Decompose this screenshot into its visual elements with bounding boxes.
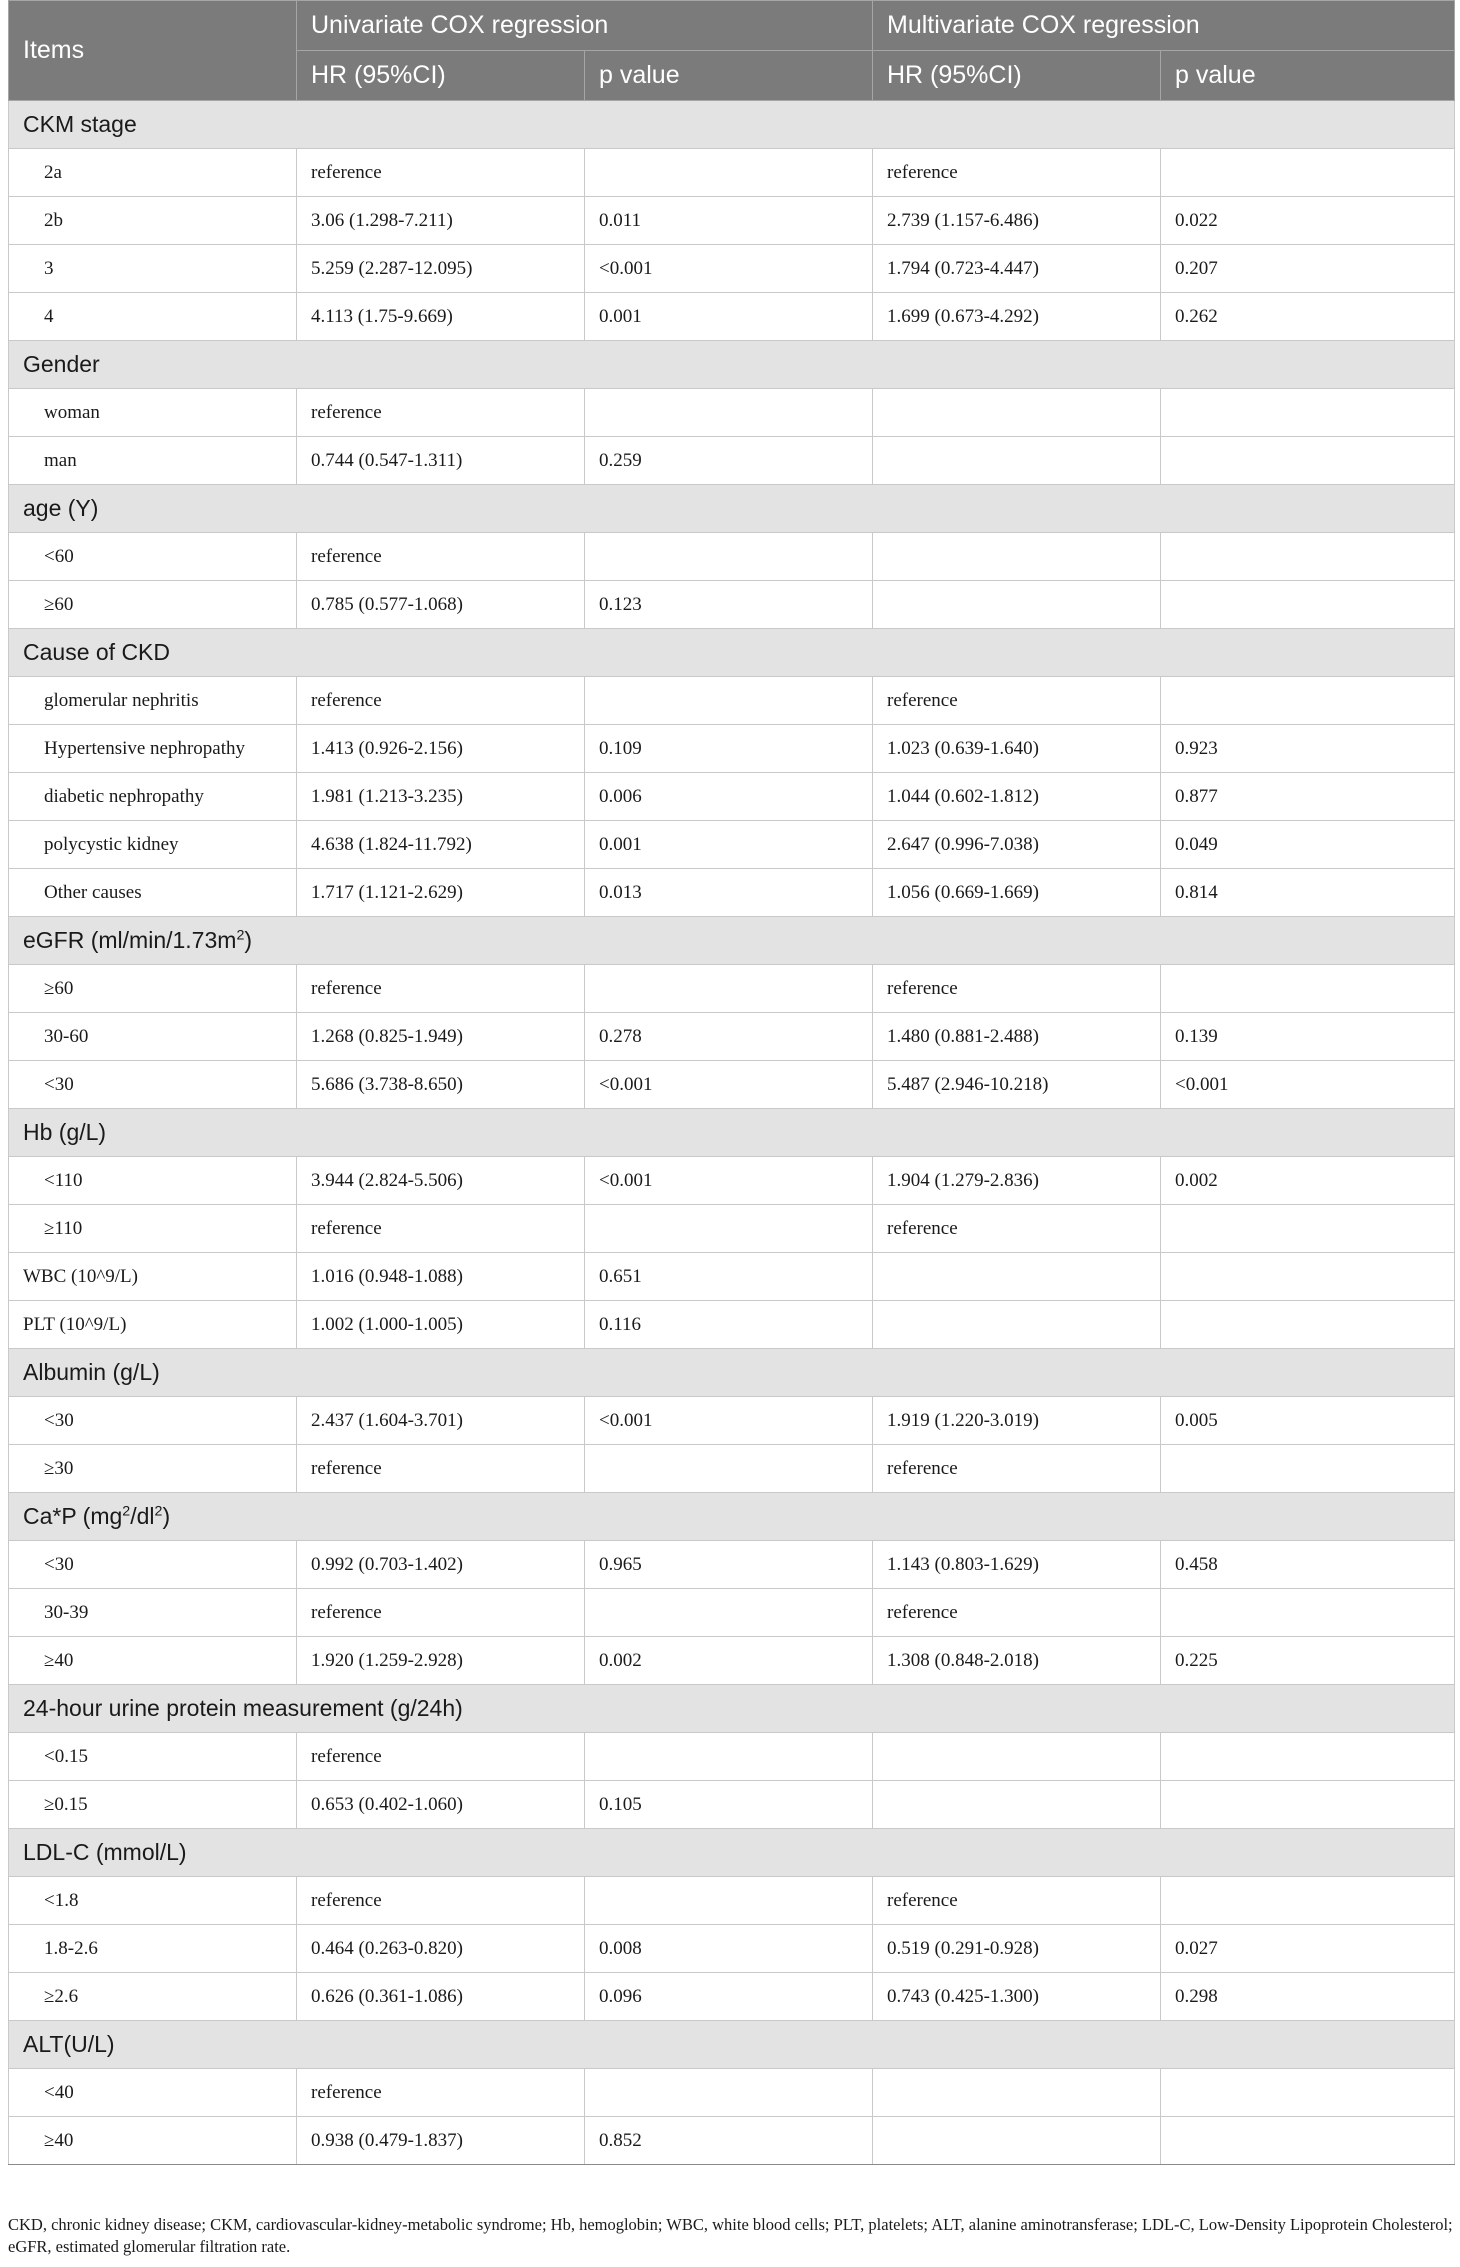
section-label-text: Albumin (g/L)	[23, 1359, 160, 1385]
univariate-hr-cell: reference	[297, 2069, 585, 2117]
multivariate-p-cell	[1161, 581, 1455, 629]
multivariate-p-cell	[1161, 389, 1455, 437]
table-row	[9, 773, 1455, 821]
univariate-hr-cell: 0.653 (0.402-1.060)	[297, 1781, 585, 1829]
multivariate-hr-cell: 0.519 (0.291-0.928)	[873, 1925, 1161, 1973]
section-label	[9, 1829, 1455, 1877]
multivariate-p-cell: 0.049	[1161, 821, 1455, 869]
row-label: Other causes	[9, 869, 297, 917]
multivariate-p-cell	[1161, 1877, 1455, 1925]
table-row	[9, 1781, 1455, 1829]
row-label: <30	[9, 1397, 297, 1445]
multivariate-hr-cell	[873, 2117, 1161, 2165]
header-multivariate-group: Multivariate COX regression	[873, 1, 1455, 51]
univariate-hr-cell: 1.920 (1.259-2.928)	[297, 1637, 585, 1685]
univariate-hr-cell: 4.113 (1.75-9.669)	[297, 293, 585, 341]
table-row	[9, 1301, 1455, 1349]
section-label	[9, 101, 1455, 149]
row-label: 30-60	[9, 1013, 297, 1061]
multivariate-hr-cell: 1.143 (0.803-1.629)	[873, 1541, 1161, 1589]
multivariate-p-cell	[1161, 2117, 1455, 2165]
multivariate-p-cell	[1161, 533, 1455, 581]
row-label: ≥40	[9, 2117, 297, 2165]
section-label-text: age (Y)	[23, 495, 99, 521]
section-label	[9, 629, 1455, 677]
table-row	[9, 1013, 1455, 1061]
section-label	[9, 341, 1455, 389]
multivariate-p-cell: 0.139	[1161, 1013, 1455, 1061]
multivariate-p-cell	[1161, 1445, 1455, 1493]
row-label: <30	[9, 1061, 297, 1109]
multivariate-hr-cell: 0.743 (0.425-1.300)	[873, 1973, 1161, 2021]
table-row	[9, 1205, 1455, 1253]
table-row	[9, 1925, 1455, 1973]
cox-regression-table-container	[8, 0, 1454, 2165]
section-label	[9, 1493, 1455, 1541]
multivariate-hr-cell: 2.647 (0.996-7.038)	[873, 821, 1161, 869]
section-row	[9, 1349, 1455, 1397]
table-row	[9, 149, 1455, 197]
univariate-p-cell: 0.123	[585, 581, 873, 629]
univariate-hr-cell: reference	[297, 149, 585, 197]
section-label-text: ALT(U/L)	[23, 2031, 115, 2057]
row-label: 2b	[9, 197, 297, 245]
univariate-hr-cell: 1.268 (0.825-1.949)	[297, 1013, 585, 1061]
section-row	[9, 341, 1455, 389]
univariate-p-cell	[585, 2069, 873, 2117]
row-label: glomerular nephritis	[9, 677, 297, 725]
univariate-hr-cell: 0.464 (0.263-0.820)	[297, 1925, 585, 1973]
table-row	[9, 1637, 1455, 1685]
table-row	[9, 1733, 1455, 1781]
row-label: 3	[9, 245, 297, 293]
multivariate-p-cell: 0.458	[1161, 1541, 1455, 1589]
row-label: ≥60	[9, 965, 297, 1013]
table-row	[9, 533, 1455, 581]
multivariate-p-cell	[1161, 149, 1455, 197]
univariate-hr-cell: reference	[297, 1205, 585, 1253]
section-label-text: eGFR (ml/min/1.73m	[23, 927, 237, 953]
univariate-p-cell	[585, 389, 873, 437]
table-row	[9, 1541, 1455, 1589]
table-row	[9, 1397, 1455, 1445]
univariate-hr-cell: 0.744 (0.547-1.311)	[297, 437, 585, 485]
section-label-text: Ca*P (mg	[23, 1503, 123, 1529]
table-row	[9, 1157, 1455, 1205]
row-label: ≥40	[9, 1637, 297, 1685]
table-row	[9, 677, 1455, 725]
univariate-p-cell: 0.002	[585, 1637, 873, 1685]
table-row	[9, 1061, 1455, 1109]
univariate-hr-cell: 1.981 (1.213-3.235)	[297, 773, 585, 821]
section-row	[9, 1109, 1455, 1157]
table-row	[9, 293, 1455, 341]
table-row	[9, 2117, 1455, 2165]
row-label: <1.8	[9, 1877, 297, 1925]
multivariate-p-cell	[1161, 1253, 1455, 1301]
multivariate-p-cell: 0.923	[1161, 725, 1455, 773]
multivariate-hr-cell: reference	[873, 1205, 1161, 1253]
table-row	[9, 725, 1455, 773]
univariate-p-cell: 0.105	[585, 1781, 873, 1829]
multivariate-p-cell: <0.001	[1161, 1061, 1455, 1109]
multivariate-p-cell	[1161, 1205, 1455, 1253]
univariate-hr-cell: 0.626 (0.361-1.086)	[297, 1973, 585, 2021]
univariate-p-cell	[585, 149, 873, 197]
section-row	[9, 917, 1455, 965]
row-label: <30	[9, 1541, 297, 1589]
row-label: ≥0.15	[9, 1781, 297, 1829]
multivariate-hr-cell: reference	[873, 1877, 1161, 1925]
multivariate-hr-cell: 1.308 (0.848-2.018)	[873, 1637, 1161, 1685]
univariate-hr-cell: reference	[297, 1733, 585, 1781]
multivariate-hr-cell	[873, 1733, 1161, 1781]
row-label: ≥2.6	[9, 1973, 297, 2021]
multivariate-p-cell: 0.262	[1161, 293, 1455, 341]
univariate-p-cell: <0.001	[585, 1397, 873, 1445]
table-body	[9, 101, 1455, 2165]
table-row	[9, 1253, 1455, 1301]
univariate-p-cell: 0.096	[585, 1973, 873, 2021]
row-label: <110	[9, 1157, 297, 1205]
multivariate-hr-cell: reference	[873, 1445, 1161, 1493]
section-label	[9, 1685, 1455, 1733]
univariate-p-cell: 0.259	[585, 437, 873, 485]
univariate-hr-cell: 3.944 (2.824-5.506)	[297, 1157, 585, 1205]
table-row	[9, 245, 1455, 293]
section-label-text: Hb (g/L)	[23, 1119, 107, 1145]
multivariate-hr-cell: 2.739 (1.157-6.486)	[873, 197, 1161, 245]
univariate-hr-cell: 5.259 (2.287-12.095)	[297, 245, 585, 293]
univariate-hr-cell: 1.413 (0.926-2.156)	[297, 725, 585, 773]
univariate-hr-cell: 1.002 (1.000-1.005)	[297, 1301, 585, 1349]
multivariate-p-cell: 0.207	[1161, 245, 1455, 293]
cox-regression-table	[8, 0, 1455, 2165]
univariate-p-cell: 0.278	[585, 1013, 873, 1061]
multivariate-hr-cell: 1.904 (1.279-2.836)	[873, 1157, 1161, 1205]
univariate-p-cell	[585, 1877, 873, 1925]
univariate-hr-cell: 3.06 (1.298-7.211)	[297, 197, 585, 245]
univariate-hr-cell: 2.437 (1.604-3.701)	[297, 1397, 585, 1445]
univariate-hr-cell: reference	[297, 533, 585, 581]
header-items: Items	[9, 1, 297, 101]
header-multivariate-p: p value	[1161, 51, 1455, 101]
univariate-p-cell: 0.011	[585, 197, 873, 245]
univariate-hr-cell: 4.638 (1.824-11.792)	[297, 821, 585, 869]
multivariate-hr-cell: 1.480 (0.881-2.488)	[873, 1013, 1161, 1061]
multivariate-hr-cell	[873, 1301, 1161, 1349]
header-multivariate-hr: HR (95%CI)	[873, 51, 1161, 101]
multivariate-p-cell	[1161, 1781, 1455, 1829]
row-label: woman	[9, 389, 297, 437]
univariate-hr-cell: reference	[297, 677, 585, 725]
section-label-text: Gender	[23, 351, 100, 377]
row-label: ≥110	[9, 1205, 297, 1253]
row-label: 1.8-2.6	[9, 1925, 297, 1973]
univariate-hr-cell: 0.992 (0.703-1.402)	[297, 1541, 585, 1589]
section-label-after: )	[244, 927, 253, 953]
section-label	[9, 917, 1455, 965]
univariate-hr-cell: reference	[297, 1589, 585, 1637]
univariate-p-cell	[585, 1205, 873, 1253]
header-univariate-hr: HR (95%CI)	[297, 51, 585, 101]
univariate-p-cell: 0.852	[585, 2117, 873, 2165]
row-label: ≥60	[9, 581, 297, 629]
univariate-hr-cell: 1.717 (1.121-2.629)	[297, 869, 585, 917]
table-header	[9, 1, 1455, 101]
univariate-p-cell: 0.013	[585, 869, 873, 917]
univariate-hr-cell: 0.785 (0.577-1.068)	[297, 581, 585, 629]
section-row	[9, 629, 1455, 677]
multivariate-hr-cell: 1.919 (1.220-3.019)	[873, 1397, 1161, 1445]
table-row	[9, 389, 1455, 437]
multivariate-p-cell	[1161, 1301, 1455, 1349]
univariate-p-cell	[585, 965, 873, 1013]
table-footnote: CKD, chronic kidney disease; CKM, cardiovascular-kidney-metabolic syndrome; Hb, hemoglobin; WBC, white blood cells; PLT, platelets; ALT, alanine aminotransferase; LDL-C, Low-Density Lipoprotein Cholesterol; eGFR, estimated glomerular filtration rate.	[8, 2215, 1453, 2256]
univariate-p-cell	[585, 1733, 873, 1781]
univariate-p-cell	[585, 1445, 873, 1493]
univariate-hr-cell: 5.686 (3.738-8.650)	[297, 1061, 585, 1109]
table-row	[9, 197, 1455, 245]
table-row	[9, 869, 1455, 917]
univariate-p-cell: 0.109	[585, 725, 873, 773]
section-label-text: LDL-C (mmol/L)	[23, 1839, 187, 1865]
section-label-sup: 2	[236, 927, 245, 944]
multivariate-p-cell	[1161, 1589, 1455, 1637]
multivariate-hr-cell	[873, 581, 1161, 629]
row-label: ≥30	[9, 1445, 297, 1493]
multivariate-hr-cell	[873, 1781, 1161, 1829]
multivariate-p-cell: 0.814	[1161, 869, 1455, 917]
row-label: polycystic kidney	[9, 821, 297, 869]
multivariate-hr-cell: 1.794 (0.723-4.447)	[873, 245, 1161, 293]
section-row	[9, 2021, 1455, 2069]
section-label-text: Cause of CKD	[23, 639, 171, 665]
multivariate-hr-cell	[873, 2069, 1161, 2117]
multivariate-p-cell	[1161, 437, 1455, 485]
section-row	[9, 1493, 1455, 1541]
header-univariate-p: p value	[585, 51, 873, 101]
row-label: Hypertensive nephropathy	[9, 725, 297, 773]
multivariate-hr-cell: 1.044 (0.602-1.812)	[873, 773, 1161, 821]
univariate-hr-cell: reference	[297, 1877, 585, 1925]
multivariate-p-cell: 0.002	[1161, 1157, 1455, 1205]
section-row	[9, 485, 1455, 533]
univariate-hr-cell: 0.938 (0.479-1.837)	[297, 2117, 585, 2165]
multivariate-p-cell: 0.298	[1161, 1973, 1455, 2021]
univariate-p-cell	[585, 533, 873, 581]
row-label: <40	[9, 2069, 297, 2117]
row-label: diabetic nephropathy	[9, 773, 297, 821]
univariate-hr-cell: reference	[297, 1445, 585, 1493]
multivariate-hr-cell: 5.487 (2.946-10.218)	[873, 1061, 1161, 1109]
section-row	[9, 101, 1455, 149]
section-row	[9, 1829, 1455, 1877]
multivariate-hr-cell: 1.056 (0.669-1.669)	[873, 869, 1161, 917]
row-label: <60	[9, 533, 297, 581]
section-label-text: CKM stage	[23, 111, 137, 137]
univariate-p-cell: 0.006	[585, 773, 873, 821]
row-label: WBC (10^9/L)	[9, 1253, 297, 1301]
multivariate-hr-cell	[873, 1253, 1161, 1301]
table-row	[9, 1589, 1455, 1637]
row-label: 30-39	[9, 1589, 297, 1637]
univariate-p-cell: <0.001	[585, 245, 873, 293]
multivariate-hr-cell: reference	[873, 1589, 1161, 1637]
multivariate-hr-cell: 1.699 (0.673-4.292)	[873, 293, 1161, 341]
univariate-hr-cell: reference	[297, 965, 585, 1013]
univariate-p-cell: 0.001	[585, 293, 873, 341]
univariate-p-cell	[585, 677, 873, 725]
univariate-p-cell: 0.001	[585, 821, 873, 869]
multivariate-hr-cell: reference	[873, 965, 1161, 1013]
multivariate-hr-cell: 1.023 (0.639-1.640)	[873, 725, 1161, 773]
univariate-p-cell: <0.001	[585, 1061, 873, 1109]
table-row	[9, 581, 1455, 629]
multivariate-p-cell: 0.022	[1161, 197, 1455, 245]
univariate-p-cell: <0.001	[585, 1157, 873, 1205]
multivariate-p-cell: 0.027	[1161, 1925, 1455, 1973]
univariate-p-cell	[585, 1589, 873, 1637]
multivariate-p-cell	[1161, 1733, 1455, 1781]
table-row	[9, 2069, 1455, 2117]
univariate-hr-cell: reference	[297, 389, 585, 437]
section-label	[9, 2021, 1455, 2069]
row-label: 2a	[9, 149, 297, 197]
row-label: <0.15	[9, 1733, 297, 1781]
multivariate-p-cell	[1161, 677, 1455, 725]
multivariate-p-cell: 0.877	[1161, 773, 1455, 821]
table-row	[9, 1973, 1455, 2021]
table-row	[9, 965, 1455, 1013]
section-label-text: 24-hour urine protein measurement (g/24h)	[23, 1695, 463, 1721]
multivariate-hr-cell	[873, 533, 1161, 581]
multivariate-hr-cell: reference	[873, 149, 1161, 197]
multivariate-p-cell	[1161, 2069, 1455, 2117]
table-row	[9, 1877, 1455, 1925]
multivariate-p-cell: 0.225	[1161, 1637, 1455, 1685]
table-row	[9, 821, 1455, 869]
row-label: 4	[9, 293, 297, 341]
row-label: PLT (10^9/L)	[9, 1301, 297, 1349]
multivariate-hr-cell	[873, 389, 1161, 437]
univariate-p-cell: 0.965	[585, 1541, 873, 1589]
multivariate-hr-cell	[873, 437, 1161, 485]
multivariate-p-cell: 0.005	[1161, 1397, 1455, 1445]
section-row	[9, 1685, 1455, 1733]
multivariate-p-cell	[1161, 965, 1455, 1013]
univariate-p-cell: 0.008	[585, 1925, 873, 1973]
table-row	[9, 437, 1455, 485]
section-label-mid: /dl	[130, 1503, 155, 1529]
univariate-p-cell: 0.651	[585, 1253, 873, 1301]
multivariate-hr-cell: reference	[873, 677, 1161, 725]
header-row-groups	[9, 1, 1455, 51]
section-label	[9, 1349, 1455, 1397]
table-row	[9, 1445, 1455, 1493]
univariate-p-cell: 0.116	[585, 1301, 873, 1349]
section-label-sup: 2	[122, 1503, 131, 1520]
univariate-hr-cell: 1.016 (0.948-1.088)	[297, 1253, 585, 1301]
section-label-after: )	[162, 1503, 171, 1529]
section-label	[9, 485, 1455, 533]
section-label-sup2: 2	[154, 1503, 163, 1520]
row-label: man	[9, 437, 297, 485]
header-univariate-group: Univariate COX regression	[297, 1, 873, 51]
section-label	[9, 1109, 1455, 1157]
